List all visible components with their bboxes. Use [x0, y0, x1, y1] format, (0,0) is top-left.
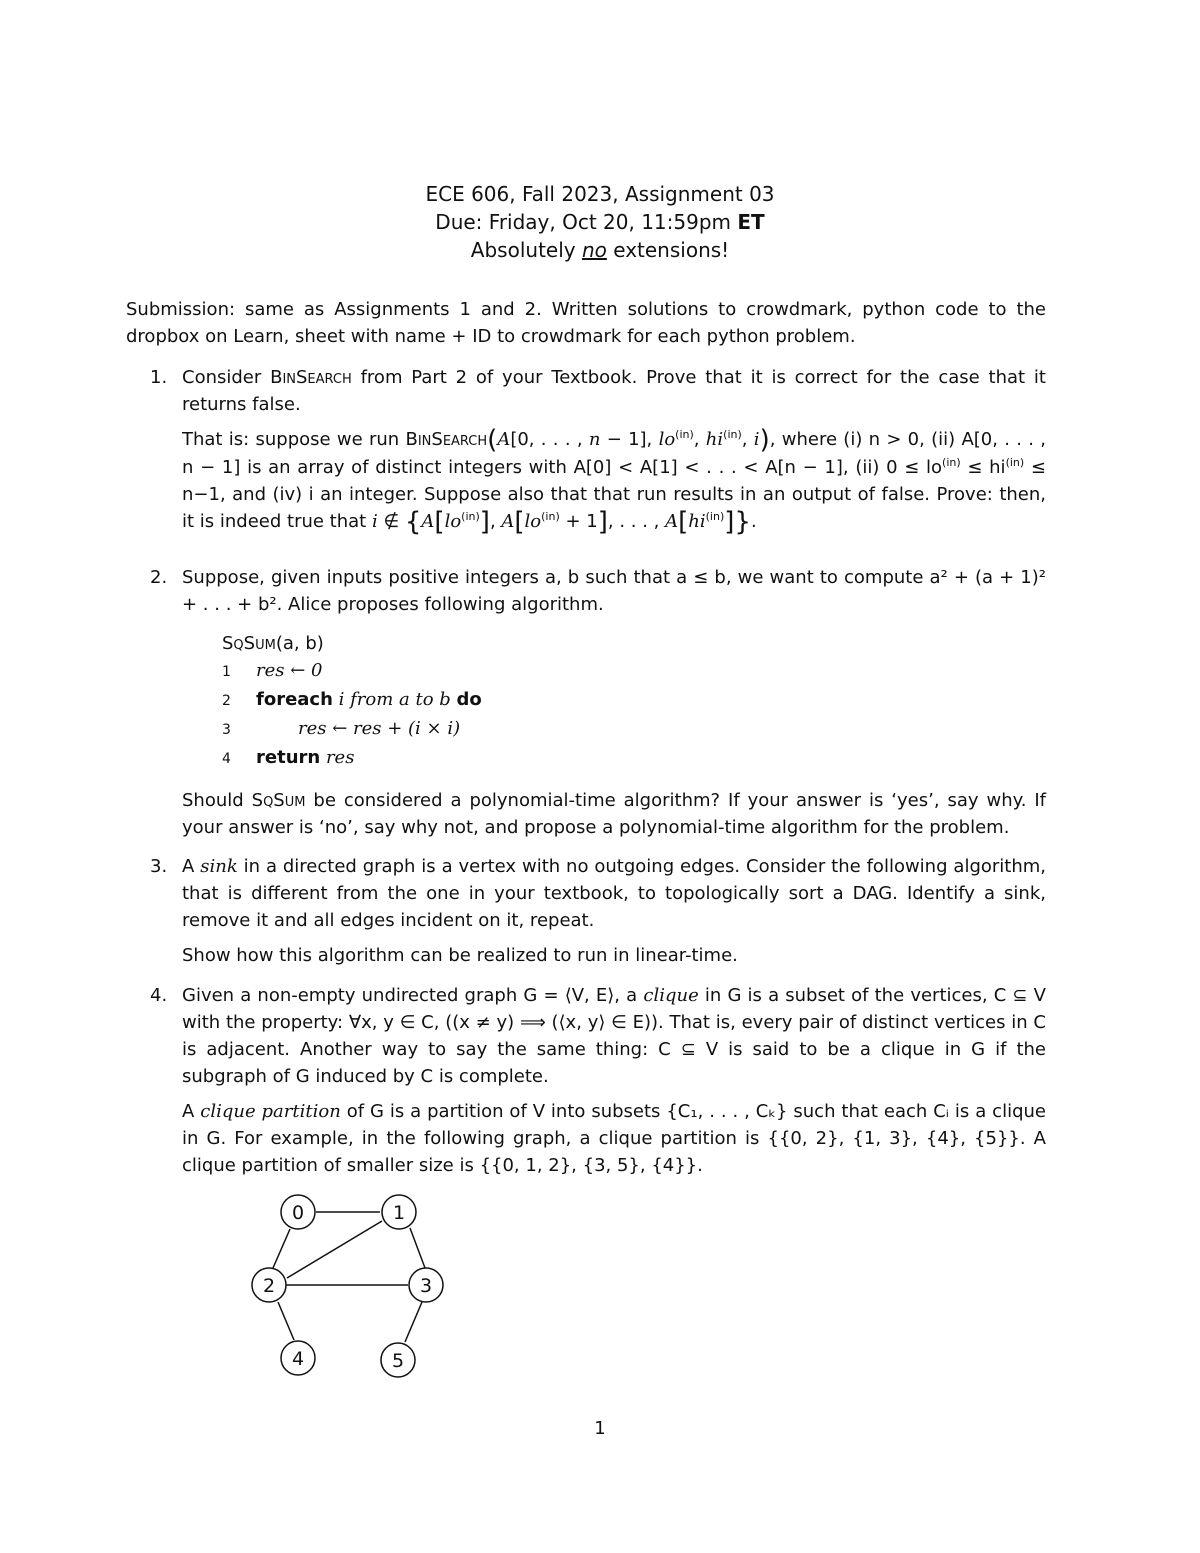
question-number: 2.	[150, 567, 168, 588]
edge-3-5	[405, 1302, 422, 1342]
graph-node-label: 1	[392, 1202, 406, 1224]
edge-0-2	[273, 1229, 290, 1268]
header	[0, 180, 1200, 264]
graph-node-label: 2	[262, 1275, 276, 1297]
graph-node-label: 4	[291, 1348, 305, 1370]
question-1	[150, 364, 1046, 544]
question-number: 1.	[150, 367, 168, 388]
graph-node-label: 5	[391, 1350, 405, 1372]
edge-1-3	[410, 1228, 425, 1268]
graph-node-label: 0	[291, 1202, 305, 1224]
q4-paragraph-2: A clique partition of G is a partition of V into subsets {C₁, . . . , Cₖ} such that each Cᵢ is a clique in G. For example, in the following graph, a clique partition is {{0, 2}, {1, 3}, {4}, {5}}. A clique partition of smaller size is {{0, 1, 2}, {3, 5}, {4}}.	[182, 1101, 1046, 1176]
q3-paragraph-1: A sink in a directed graph is a vertex with no outgoing edges. Consider the following algorithm, that is different from the one in your textbook, to topologically sort a DAG. Identify a sink, remove it and all edges incident on it, repeat.	[182, 856, 1046, 931]
question-3	[150, 853, 1046, 977]
question-2	[150, 564, 1046, 849]
algorithm-header: SqSum(a, b)	[222, 633, 324, 654]
graph-node-label: 3	[419, 1275, 433, 1297]
q2-paragraph-2: Should SqSum be considered a polynomial-time algorithm? If your answer is ‘yes’, say why. If your answer is ‘no’, say why not, and propose a polynomial-time algorithm for the problem.	[182, 790, 1047, 838]
algorithm-line: 4 return res	[222, 747, 355, 768]
clique-example-graph	[240, 1180, 480, 1400]
q2-paragraph-1: Suppose, given inputs positive integers a, b such that a ≤ b, we want to compute a² + (a + 1)² + . . . + b². Alice proposes following algorithm.	[182, 567, 1046, 615]
algorithm-line: 1 res ← 0	[222, 660, 323, 681]
algorithm-line: 2 foreach i from a to b do	[222, 689, 482, 710]
edge-2-4	[278, 1302, 294, 1340]
question-number: 4.	[150, 985, 168, 1006]
question-number: 3.	[150, 856, 168, 877]
assignment-title: ECE 606, Fall 2023, Assignment 03	[425, 182, 775, 206]
q1-paragraph-1: Consider BinSearch from Part 2 of your Textbook. Prove that it is correct for the case that it returns false.	[182, 367, 1046, 415]
q3-paragraph-2: Show how this algorithm can be realized to run in linear-time.	[182, 945, 738, 966]
sqsum-algorithm	[222, 630, 1046, 773]
due-date: Due: Friday, Oct 20, 11:59pm ET	[435, 210, 765, 234]
extension-note: Absolutely no extensions!	[470, 238, 730, 262]
page-number: 1	[594, 1418, 606, 1439]
q4-paragraph-1: Given a non-empty undirected graph G = ⟨V, E⟩, a clique in G is a subset of the vertices, C ⊆ V with the property: ∀x, y ∈ C, ((x ≠ y) ⟹ (⟨x, y⟩ ∈ E)). That is, every pair of distinct vertices in C is adjacent. Another way to say the same thing: C ⊆ V is said to be a clique in G if the subgraph of G induced by C is complete.	[182, 985, 1046, 1087]
edge-1-2	[287, 1221, 382, 1278]
question-4	[150, 982, 1046, 1187]
algorithm-line: 3 res ← res + (i × i)	[222, 718, 461, 739]
submission-instructions: Submission: same as Assignments 1 and 2. Written solutions to crowdmark, python code to the dropbox on Learn, sheet with name + ID to crowdmark for each python problem.	[126, 299, 1046, 347]
q1-paragraph-2: That is: suppose we run BinSearch(A[0, . . . , n − 1], $lo^{(in)}$, $hi^{(in)}$, i), where (i) n > 0, (ii) A[0, . . . , n − 1] is an array of distinct integers with A[0] < A[1] < . . . < A[n − 1], (ii) $0 \le lo^{(in)} \le hi^{(in)} \le n-1$, and (iv) i an integer. Suppose also that that run results in an output of false. Prove: then, it is indeed true that i ∉ {$A[lo^{(in)}]$, $A[lo^{(in)} + 1]$, . . . , $A[hi^{(in)}]$}.	[182, 425, 1047, 537]
